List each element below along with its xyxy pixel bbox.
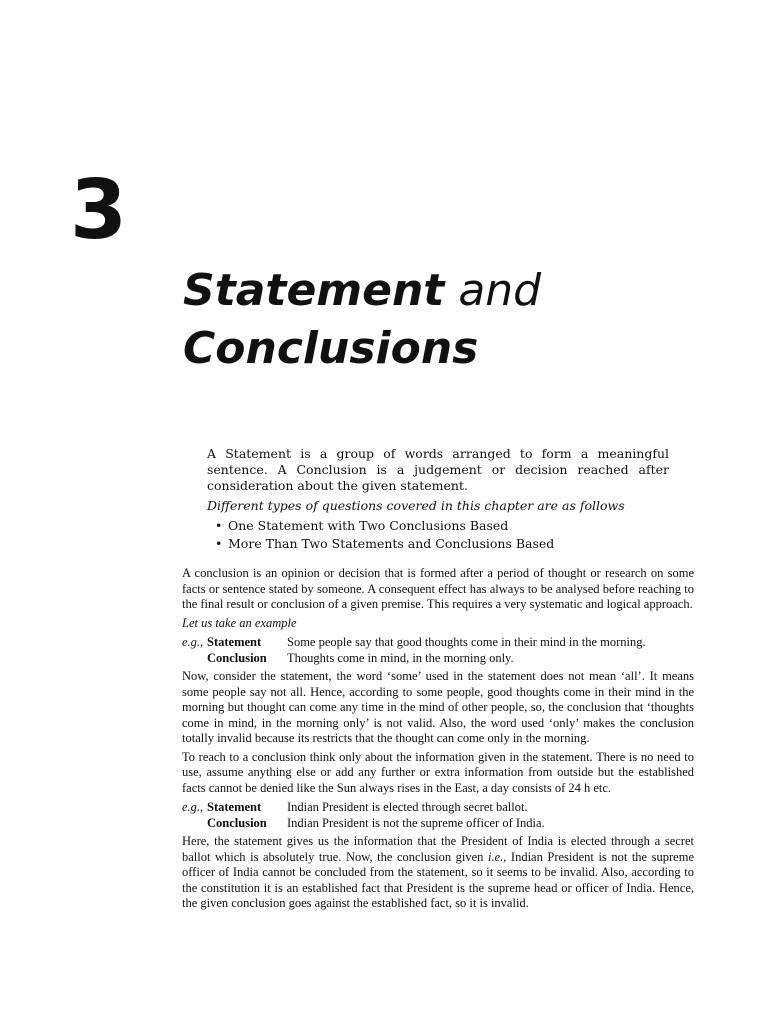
chapter-title-line-1 (183, 262, 541, 320)
eg-spacer (182, 815, 207, 831)
example-1 (182, 634, 694, 666)
chapter-body (182, 566, 694, 915)
chapter-title-light: and (444, 265, 542, 316)
bullet-icon: • (215, 518, 223, 533)
chapter-number: 3 (70, 163, 128, 258)
definition-text: A Statement is a group of words arranged to form a meaningful sentence. A Conclusion is a judgement or decision reached after consideration about the given statement. (207, 446, 669, 493)
eg-label: e.g., (182, 800, 204, 814)
bullet-icon: • (215, 536, 223, 551)
paragraph-explanation-2 (182, 834, 694, 912)
eg-spacer (182, 650, 207, 666)
chapter-title (183, 262, 541, 378)
conclusion-label: Conclusion (207, 816, 267, 830)
paragraph-part: Here, the statement gives us the information that the President of India is elected through a secret ballot which is absolutely true. Now, the conclusion given (182, 834, 694, 864)
conclusion-label: Conclusion (207, 651, 267, 665)
chapter-intro (207, 446, 669, 554)
list-item (215, 518, 669, 534)
list-item-text: More Than Two Statements and Conclusions Based (228, 536, 555, 551)
question-types-note: Different types of questions covered in this chapter are as follows (207, 498, 625, 513)
chapter-title-line-2: Conclusions (183, 323, 479, 374)
example-statement: Indian President is elected through secret ballot. (287, 800, 528, 814)
eg-label: e.g., (182, 635, 204, 649)
example-2 (182, 799, 694, 831)
example-conclusion: Indian President is not the supreme officer of India. (287, 816, 545, 830)
chapter-title-bold: Statement (183, 265, 445, 316)
paragraph-guidance: To reach to a conclusion think only about the information given in the statement. There is no need to use, assume anything else or add any further or extra information from outside but the established facts cannot be denied like the Sun always rises in the East, a day consists of 24 h etc. (182, 749, 694, 795)
statement-label: Statement (207, 800, 262, 814)
list-item (215, 536, 669, 552)
ie-abbreviation: i.e., (487, 849, 507, 864)
statement-label: Statement (207, 635, 262, 649)
question-types-list (207, 518, 669, 552)
paragraph-part: Indian President is not the supreme officer of India cannot be concluded from the statement, so it seems to be invalid. Also, according to the constitution it is an established fact that President is the supreme head or officer of India. Hence, the given conclusion goes against the established fact, so it is invalid. (182, 849, 694, 910)
example-lead: Let us take an example (182, 615, 297, 630)
example-conclusion: Thoughts come in mind, in the morning only. (287, 651, 514, 665)
example-statement: Some people say that good thoughts come in their mind in the morning. (287, 635, 646, 649)
list-item-text: One Statement with Two Conclusions Based (228, 518, 509, 533)
paragraph-explanation-1: Now, consider the statement, the word ‘some’ used in the statement does not mean ‘all’. It means some people say not all. Hence, according to some people, good thoughts come in their mind in the morning but thought can come any time in the mind of other people, so, the conclusion that ‘thoughts come in mind, in the morning only’ is not valid. Also, the word used ‘only’ makes the conclusion totally invalid because its restricts that the thought can come only in the morning. (182, 669, 694, 745)
paragraph-conclusion-definition: A conclusion is an opinion or decision that is formed after a period of thought or research on some facts or sentence stated by someone. A consequent effect has always to be analysed before reaching to the final result or conclusion of a given premise. This requires a very systematic and logical approach. (182, 566, 694, 611)
